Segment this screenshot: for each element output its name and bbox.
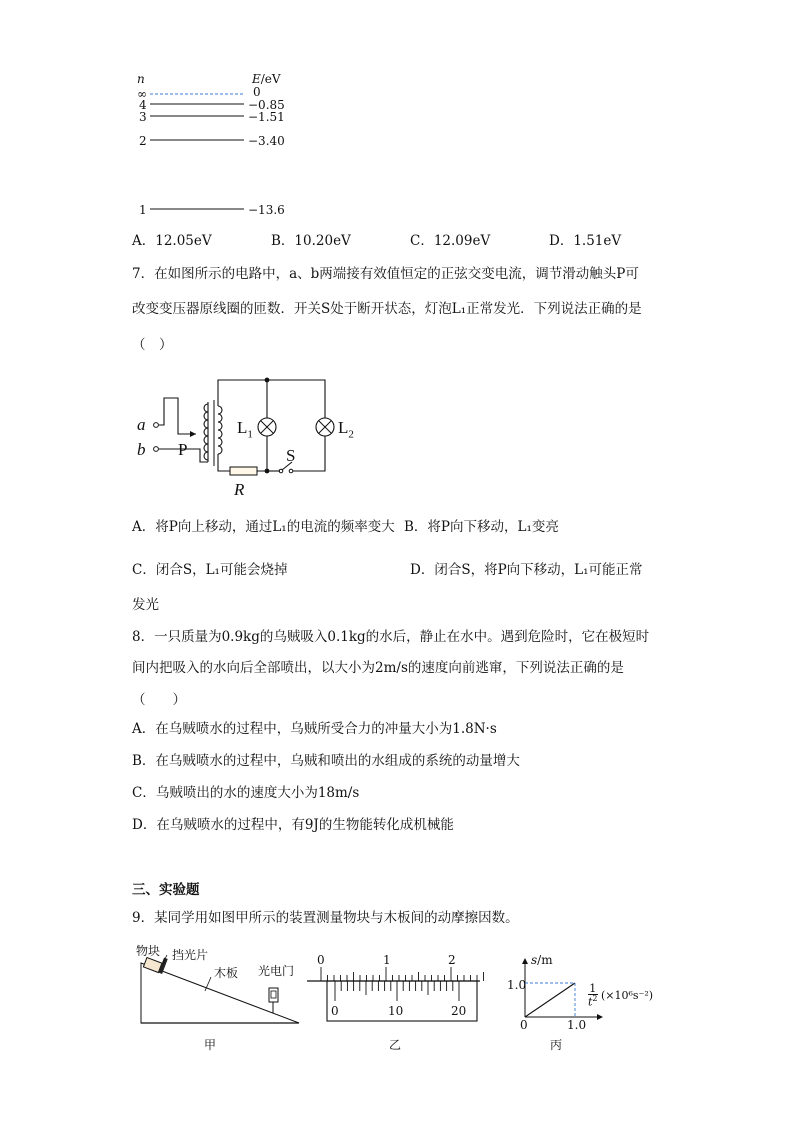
- q7-stem-line2: 改变变压器原线圈的匝数．开关S处于断开状态，灯泡L₁正常发光．下列说法正确的是: [132, 301, 642, 317]
- label-l2: $L_2$: [338, 418, 354, 441]
- q7-option-a: A．将P向上移动，通过L₁的电流的频率变大: [132, 519, 395, 535]
- q8-stem-line1: 8．一只质量为0.9kg的乌贼吸入0.1kg的水后，静止在水中。遇到危险时，它在极短时: [132, 629, 650, 645]
- q7-answer-blank: （ ）: [132, 337, 173, 353]
- label-s: S: [286, 446, 296, 465]
- q8-stem-line2: 间内把吸入的水向后全部喷出，以大小为2m/s的速度向前逃窜，下列说法正确的是: [132, 660, 624, 676]
- vernier-tick-0: 0: [331, 1004, 339, 1018]
- label-b: b: [137, 440, 146, 459]
- q7-option-d-line1: D．闭合S，将P向下移动，L₁可能正常: [410, 562, 643, 578]
- bing-y-tick: 1.0: [507, 978, 527, 992]
- terminal-a: [154, 423, 159, 428]
- q7-stem-line1: 7．在如图所示的电路中，a、b两端接有效值恒定的正弦交变电流，调节滑动触头P可: [132, 266, 639, 282]
- label-r: R: [234, 480, 245, 499]
- section-title: 三、实验题: [132, 882, 200, 898]
- q7-option-c: C．闭合S，L₁可能会烧掉: [132, 562, 288, 578]
- q6-option-b: B．10.20eV: [271, 233, 351, 249]
- vernier-tick-10: 10: [388, 1004, 404, 1018]
- block: [143, 958, 162, 973]
- q7-option-b: B．将P向下移动，L₁变亮: [404, 519, 559, 535]
- vernier-ticks: [335, 981, 459, 1001]
- main-tick-0: 0: [317, 953, 325, 967]
- q8-option-d: D．在乌贼喷水的过程中，有9J的生物能转化成机械能: [132, 817, 454, 833]
- main-tick-1: 1: [383, 953, 391, 967]
- q6-option-a: A．12.05eV: [132, 233, 212, 249]
- n-axis-label: n: [137, 72, 145, 86]
- label-gate: 光电门: [258, 964, 295, 978]
- level-n-inf: ∞: [137, 87, 147, 101]
- caption-bing: 丙: [550, 1038, 563, 1052]
- bing-origin: 0: [520, 1018, 528, 1032]
- q9-stem: 9．某同学用如图甲所示的装置测量物块与木板间的动摩擦因数。: [132, 910, 519, 926]
- caption-jia: 甲: [204, 1038, 217, 1052]
- energy-axis-label: E/eV: [252, 72, 281, 86]
- graph-line: [525, 983, 575, 1017]
- q8-option-a: A．在乌贼喷水的过程中，乌贼所受合力的冲量大小为1.8N·s: [132, 721, 497, 737]
- level-n-1: 1: [139, 203, 147, 217]
- q8-option-c: C．乌贼喷出的水的速度大小为18m/s: [132, 785, 360, 801]
- q8-answer-blank: （ ）: [132, 692, 186, 708]
- caption-yi: 乙: [389, 1038, 402, 1052]
- label-board: 木板: [214, 966, 239, 980]
- label-shade: 挡光片: [172, 948, 209, 962]
- vernier-tick-20: 20: [451, 1004, 467, 1018]
- level-e-3: −1.51: [248, 110, 285, 124]
- main-scale-ticks: [321, 967, 485, 981]
- level-n-3: 3: [139, 110, 147, 124]
- main-tick-2: 2: [448, 953, 456, 967]
- label-block: 物块: [136, 944, 161, 958]
- q6-option-c: C．12.09eV: [410, 233, 491, 249]
- photogate: [269, 988, 278, 1013]
- level-e-2: −3.40: [248, 134, 285, 148]
- bing-x-tick: 1.0: [567, 1018, 587, 1032]
- level-n-4: 4: [139, 98, 147, 112]
- terminal-b: [154, 447, 159, 452]
- bing-xlabel: $\frac{1}{t^2}$ (×10⁶s⁻²): [588, 982, 654, 1009]
- label-l1: $L_1$: [237, 418, 253, 441]
- resistor-r: [230, 467, 257, 475]
- q7-option-d-line2: 发光: [132, 597, 159, 613]
- level-e-4: −0.85: [248, 98, 285, 112]
- level-e-inf: 0: [253, 85, 261, 99]
- bing-ylabel: s/m: [531, 953, 553, 967]
- label-a: a: [137, 415, 146, 434]
- fig-yi-vernier: [305, 955, 485, 1030]
- level-e-1: −13.6: [248, 203, 285, 217]
- level-n-2: 2: [139, 134, 147, 148]
- label-p: P: [178, 440, 188, 459]
- q6-option-d: D．1.51eV: [549, 233, 622, 249]
- q8-option-b: B．在乌贼喷水的过程中，乌贼和喷出的水组成的系统的动量增大: [132, 753, 520, 769]
